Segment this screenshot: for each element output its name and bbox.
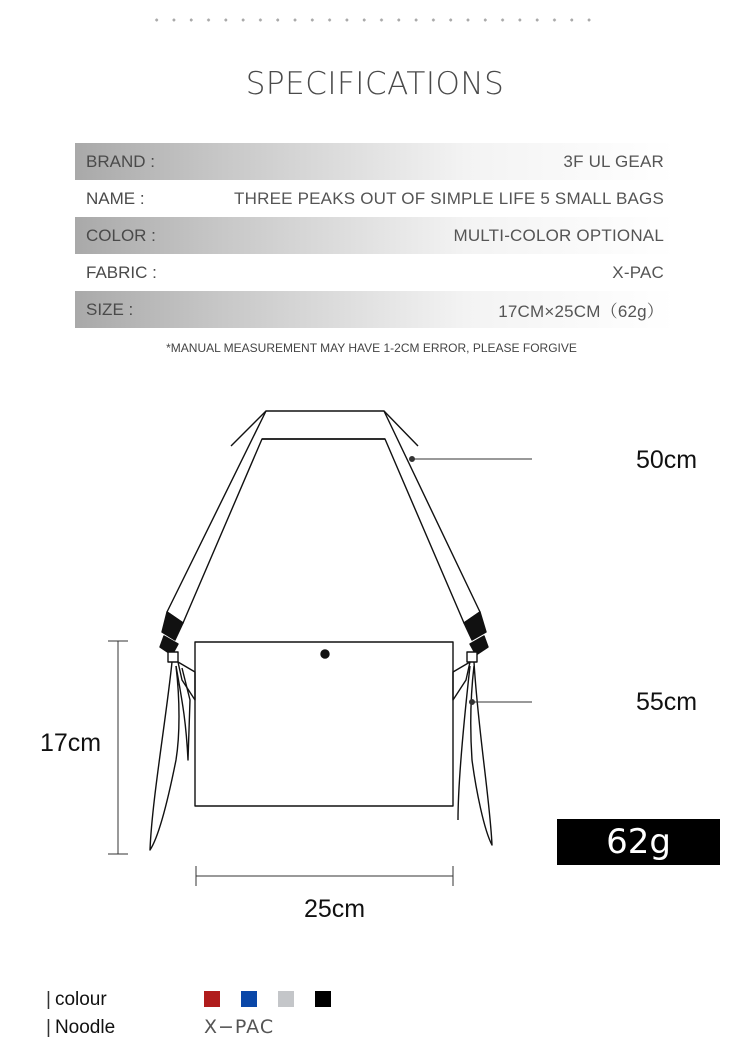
snap-button — [321, 650, 329, 658]
noodle-value: X−PAC — [204, 1016, 275, 1038]
bag-body — [195, 642, 453, 806]
attr-bar: | — [46, 989, 51, 1010]
swatch-red[interactable] — [204, 991, 220, 1007]
strap-outline — [167, 411, 480, 623]
noodle-label: Noodle — [54, 1017, 116, 1038]
colour-swatches — [204, 991, 331, 1007]
spec-row-fabric — [75, 254, 675, 291]
dot-divider — [148, 16, 598, 24]
strap-length-label: 50cm — [636, 446, 698, 474]
spec-value: THREE PEAKS OUT OF SIMPLE LIFE 5 SMALL BAGS — [234, 188, 664, 208]
spec-value: MULTI-COLOR OPTIONAL — [453, 225, 664, 245]
spec-value: 17CM×25CM（62g） — [498, 302, 664, 321]
colour-label: colour — [54, 989, 107, 1010]
spec-table — [75, 143, 675, 328]
swatch-black[interactable] — [315, 991, 331, 1007]
cord-right — [471, 662, 492, 845]
spec-value: X-PAC — [612, 262, 664, 282]
height-label: 17cm — [40, 729, 102, 757]
buckle-right — [464, 612, 486, 640]
spec-key: FABRIC : — [86, 262, 157, 282]
spec-row-name — [75, 180, 675, 217]
attr-bar: | — [46, 1017, 51, 1038]
page-title: SPECIFICATIONS — [245, 66, 505, 102]
swatch-blue[interactable] — [241, 991, 257, 1007]
spec-value: 3F UL GEAR — [563, 151, 664, 171]
spec-key: COLOR : — [86, 225, 156, 245]
spec-row-brand — [75, 143, 675, 180]
cord-length-label: 55cm — [636, 688, 698, 716]
measurement-note: *MANUAL MEASUREMENT MAY HAVE 1-2CM ERROR, PLEASE FORGIVE — [166, 341, 577, 355]
width-label: 25cm — [304, 895, 366, 923]
swatch-grey[interactable] — [278, 991, 294, 1007]
spec-row-size — [75, 291, 675, 328]
buckle-left — [162, 612, 183, 640]
spec-row-color — [75, 217, 675, 254]
noodle-attribute — [46, 1017, 115, 1039]
colour-attribute — [46, 989, 107, 1011]
weight-badge: 62g — [557, 819, 720, 865]
spec-key: SIZE : — [86, 299, 134, 319]
spec-key: NAME : — [86, 188, 145, 208]
cord-left — [150, 662, 179, 850]
spec-key: BRAND : — [86, 151, 155, 171]
